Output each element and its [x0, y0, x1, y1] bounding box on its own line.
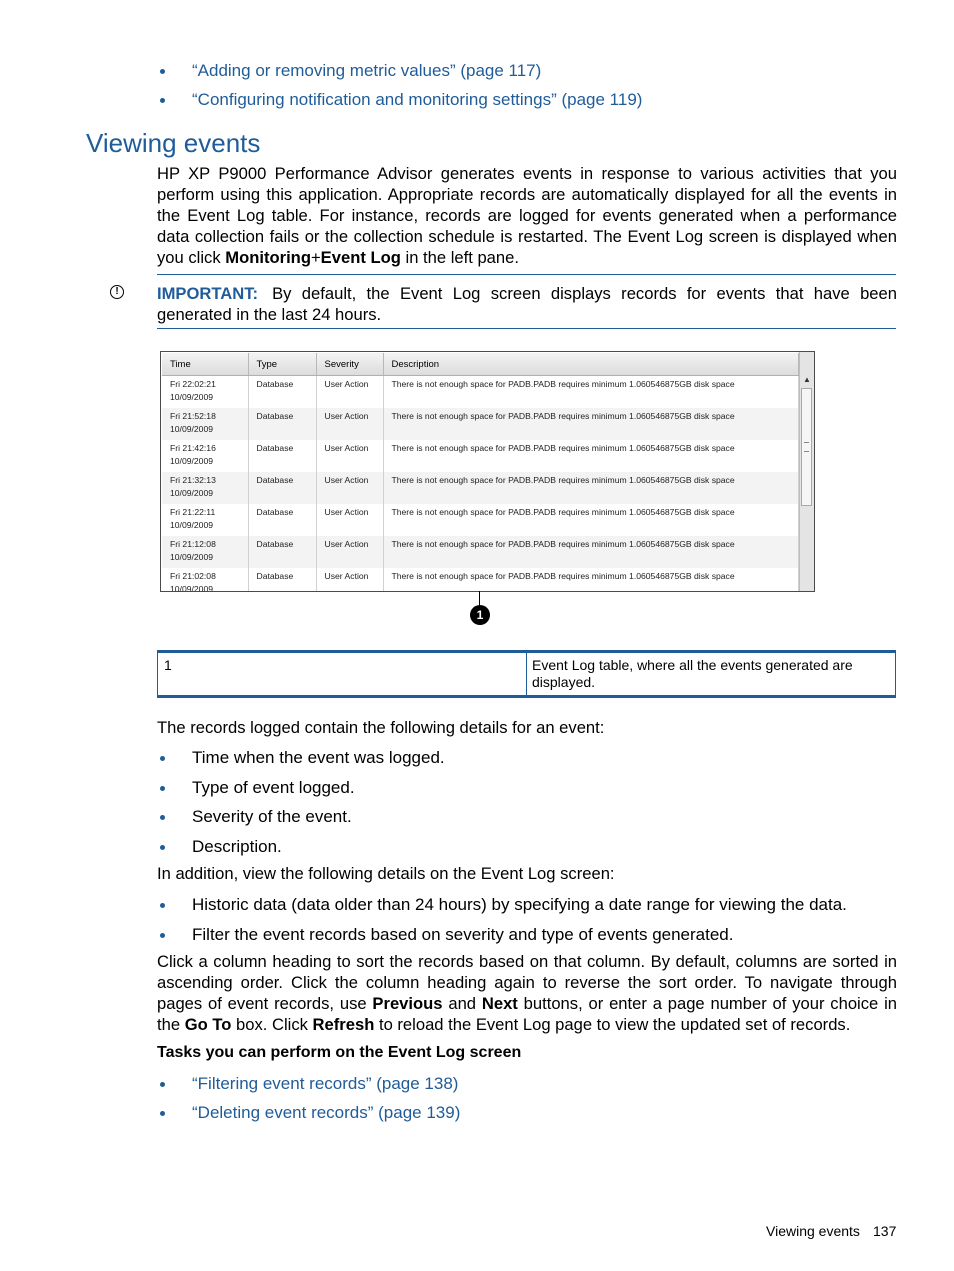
sort-text: box. Click [231, 1015, 313, 1034]
footer-page-number: 137 [873, 1223, 897, 1239]
cell-severity: User Action [316, 472, 383, 504]
bullet-icon [160, 786, 165, 791]
sort-text: to reload the Event Log page to view the updated set of records. [374, 1015, 851, 1034]
bullet-icon [160, 903, 165, 908]
list-item-text: Severity of the event. [192, 807, 352, 826]
table-row[interactable] [162, 440, 799, 472]
date-value: 10/09/2009 [170, 551, 214, 562]
time-value: Fri 21:52:18 [170, 411, 216, 421]
table-row[interactable] [162, 408, 799, 440]
cell-severity: User Action [316, 536, 383, 568]
list-item-text: Time when the event was logged. [192, 748, 445, 767]
list-item [157, 60, 642, 81]
table-row[interactable] [162, 568, 799, 592]
bullet-icon [160, 815, 165, 820]
record-details-list [157, 747, 445, 857]
important-bottom-rule [157, 328, 896, 329]
cell-severity: User Action [316, 376, 383, 409]
column-header-time[interactable]: Time [162, 353, 248, 376]
cell-description: There is not enough space for PADB.PADB requires minimum 1.060546875GB disk space [383, 440, 799, 472]
task-link-list [157, 1073, 460, 1123]
cell-type: Database [248, 376, 316, 409]
list-item [157, 1102, 460, 1123]
event-log-table [162, 353, 799, 592]
table-row[interactable] [162, 504, 799, 536]
list-item [157, 89, 642, 110]
column-header-severity[interactable]: Severity [316, 353, 383, 376]
list-item-text: Historic data (data older than 24 hours) by specifying a date range for viewing the data. [192, 895, 847, 914]
cell-severity: User Action [316, 568, 383, 592]
cell-description: There is not enough space for PADB.PADB requires minimum 1.060546875GB disk space [383, 504, 799, 536]
addition-intro: In addition, view the following details on the Event Log screen: [157, 864, 615, 883]
tasks-heading: Tasks you can perform on the Event Log screen [157, 1044, 522, 1061]
cell-severity: User Action [316, 440, 383, 472]
important-text: By default, the Event Log screen displays records for events that have been generated in the last 24 hours. [157, 284, 897, 324]
legend-number: 1 [157, 653, 526, 695]
bullet-icon [160, 98, 165, 103]
important-top-rule [157, 274, 896, 275]
table-row[interactable] [162, 472, 799, 504]
sort-text: buttons, or enter a page number of your choice in the [157, 994, 897, 1034]
list-item [157, 777, 445, 798]
cell-description: There is not enough space for PADB.PADB requires minimum 1.060546875GB disk space [383, 472, 799, 504]
cell-time [162, 504, 248, 536]
important-icon: ! [110, 285, 124, 299]
cell-time [162, 472, 248, 504]
page-title: Viewing events [86, 128, 261, 158]
cell-time [162, 408, 248, 440]
link-deleting-event-records[interactable]: “Deleting event records” (page 139) [192, 1103, 461, 1122]
intro-text-end: in the left pane. [400, 248, 519, 267]
cell-severity: User Action [316, 408, 383, 440]
cell-type: Database [248, 408, 316, 440]
cell-description: There is not enough space for PADB.PADB requires minimum 1.060546875GB disk space [383, 408, 799, 440]
list-item [157, 924, 847, 945]
time-value: Fri 21:12:08 [170, 539, 216, 549]
top-link-list [157, 60, 642, 110]
cell-time [162, 376, 248, 409]
link-filtering-event-records[interactable]: “Filtering event records” (page 138) [192, 1074, 459, 1093]
sort-text: Click a column heading to sort the records based on that column. By default, columns are sorted in ascending order. Click the column heading again to reverse the sort order. To navigate through pages of event records, use [157, 952, 897, 1013]
cell-type: Database [248, 440, 316, 472]
time-value: Fri 21:22:11 [170, 507, 216, 517]
bullet-icon [160, 845, 165, 850]
list-item-text: Description. [192, 836, 282, 856]
cell-time [162, 440, 248, 472]
time-value: Fri 21:02:08 [170, 571, 216, 581]
grip-icon [804, 442, 809, 452]
sort-paragraph [157, 951, 897, 1035]
bullet-icon [160, 69, 165, 74]
vertical-scrollbar[interactable] [799, 352, 814, 591]
callout-marker: 1 [470, 605, 490, 625]
cell-description: There is not enough space for PADB.PADB requires minimum 1.060546875GB disk space [383, 376, 799, 409]
callout-legend-table [157, 650, 896, 698]
addition-list [157, 894, 847, 945]
time-value: Fri 22:02:21 [170, 379, 216, 389]
list-item [157, 747, 445, 768]
bullet-icon [160, 1082, 165, 1087]
cell-type: Database [248, 568, 316, 592]
intro-bold-monitoring: Monitoring [225, 248, 311, 267]
event-log-screenshot [160, 351, 815, 592]
important-label: IMPORTANT: [157, 284, 259, 303]
sort-text: and [442, 994, 482, 1013]
bold-previous: Previous [372, 994, 443, 1013]
scroll-up-arrow-icon[interactable]: ▲ [803, 375, 811, 384]
bold-next: Next [481, 994, 518, 1013]
records-intro: The records logged contain the following details for an event: [157, 718, 605, 737]
date-value: 10/09/2009 [170, 487, 214, 498]
cell-description: There is not enough space for PADB.PADB requires minimum 1.060546875GB disk space [383, 536, 799, 568]
date-value: 10/09/2009 [170, 391, 214, 402]
list-item [157, 1073, 460, 1094]
table-row[interactable] [162, 536, 799, 568]
intro-plus: + [310, 248, 321, 267]
time-value: Fri 21:32:13 [170, 475, 216, 485]
column-header-type[interactable]: Type [248, 353, 316, 376]
intro-text: HP XP P9000 Performance Advisor generates events in response to various activities that you perform using this application. Appropriate records are automatically displayed for all the events in the Event Log table. For instance, records are logged for events generated when a performance data collection fails or the collection schedule is restarted. The Event Log screen is displayed when you click [157, 164, 897, 267]
bold-refresh: Refresh [312, 1015, 375, 1034]
column-header-description[interactable]: Description [383, 353, 799, 376]
table-row[interactable] [162, 376, 799, 409]
cell-severity: User Action [316, 504, 383, 536]
list-item-text: Type of event logged. [192, 777, 355, 797]
scrollbar-thumb[interactable] [801, 388, 812, 506]
cell-type: Database [248, 536, 316, 568]
bold-go-to: Go To [184, 1015, 232, 1034]
table-header-row [162, 353, 799, 376]
date-value: 10/09/2009 [170, 583, 214, 592]
intro-paragraph [157, 163, 897, 268]
link-configuring-notification[interactable]: “Configuring notification and monitoring settings” (page 119) [192, 90, 643, 109]
important-note [157, 283, 897, 325]
list-item-text: Filter the event records based on severity and type of events generated. [192, 924, 734, 944]
cell-time [162, 568, 248, 592]
bullet-icon [160, 1111, 165, 1116]
bullet-icon [160, 756, 165, 761]
callout-leader-line [479, 591, 480, 606]
list-item [157, 894, 847, 915]
legend-description: Event Log table, where all the events generated are displayed. [526, 653, 896, 695]
date-value: 10/09/2009 [170, 423, 214, 434]
date-value: 10/09/2009 [170, 455, 214, 466]
cell-description: There is not enough space for PADB.PADB requires minimum 1.060546875GB disk space [383, 568, 799, 592]
bullet-icon [160, 933, 165, 938]
date-value: 10/09/2009 [170, 519, 214, 530]
footer-section-title: Viewing events [766, 1223, 860, 1239]
list-item [157, 806, 445, 827]
cell-type: Database [248, 472, 316, 504]
list-item [157, 836, 445, 857]
time-value: Fri 21:42:16 [170, 443, 216, 453]
intro-bold-event-log: Event Log [320, 248, 401, 267]
cell-type: Database [248, 504, 316, 536]
cell-time [162, 536, 248, 568]
link-adding-metric-values[interactable]: “Adding or removing metric values” (page 117) [192, 61, 542, 80]
